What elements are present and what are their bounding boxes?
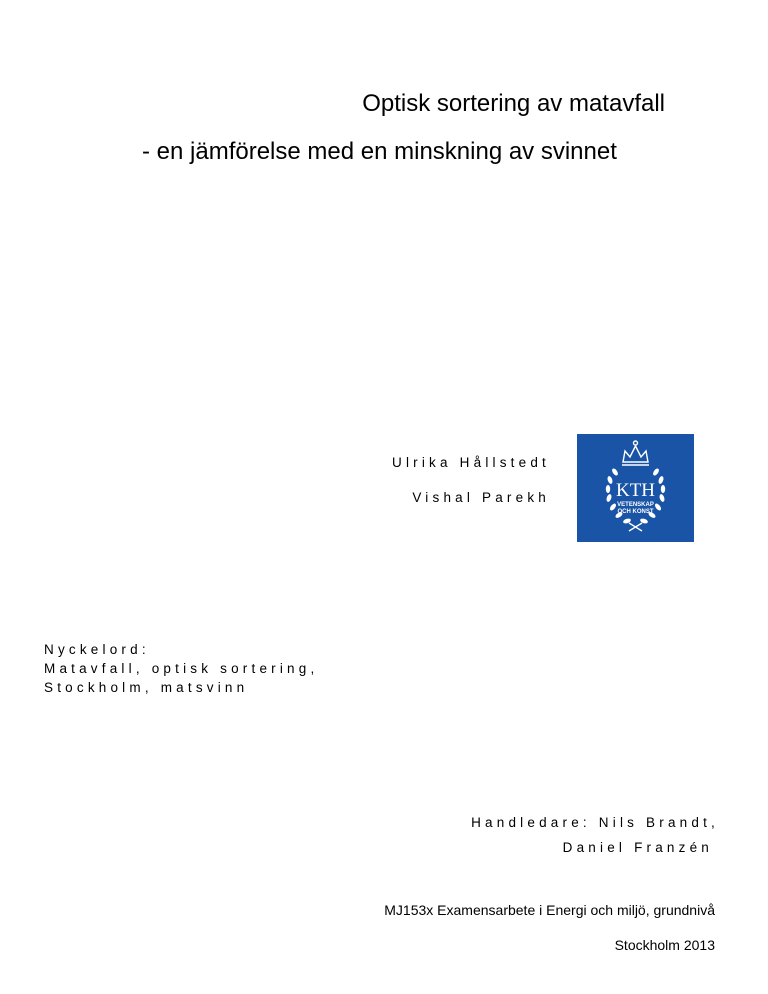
thesis-title: Optisk sortering av matavfall: [362, 90, 665, 117]
program-description: MJ153x Examensarbete i Energi och miljö, grundnivå: [384, 902, 715, 918]
thesis-subtitle: - en jämförelse med en minskning av svinnet: [142, 138, 617, 165]
logo-wordmark: KTH: [615, 480, 656, 501]
keywords-line: Matavfall, optisk sortering,: [44, 661, 319, 676]
kth-emblem-icon: [577, 434, 694, 542]
author-name: Vishal Parekh: [412, 490, 550, 505]
keywords-label: Nyckelord:: [44, 642, 150, 657]
author-name: Ulrika Hållstedt: [392, 455, 550, 470]
keywords-line: Stockholm, matsvinn: [44, 680, 249, 695]
place-and-year: Stockholm 2013: [614, 937, 715, 953]
logo-motto-line1: VETENSKAP: [617, 502, 654, 508]
supervisors-line: Handledare: Nils Brandt,: [471, 815, 719, 830]
keywords-block: [44, 640, 318, 697]
kth-logo: [577, 434, 694, 542]
supervisors-line: Daniel Franzén: [562, 840, 713, 855]
logo-motto-line2: OCH KONST: [617, 509, 654, 515]
